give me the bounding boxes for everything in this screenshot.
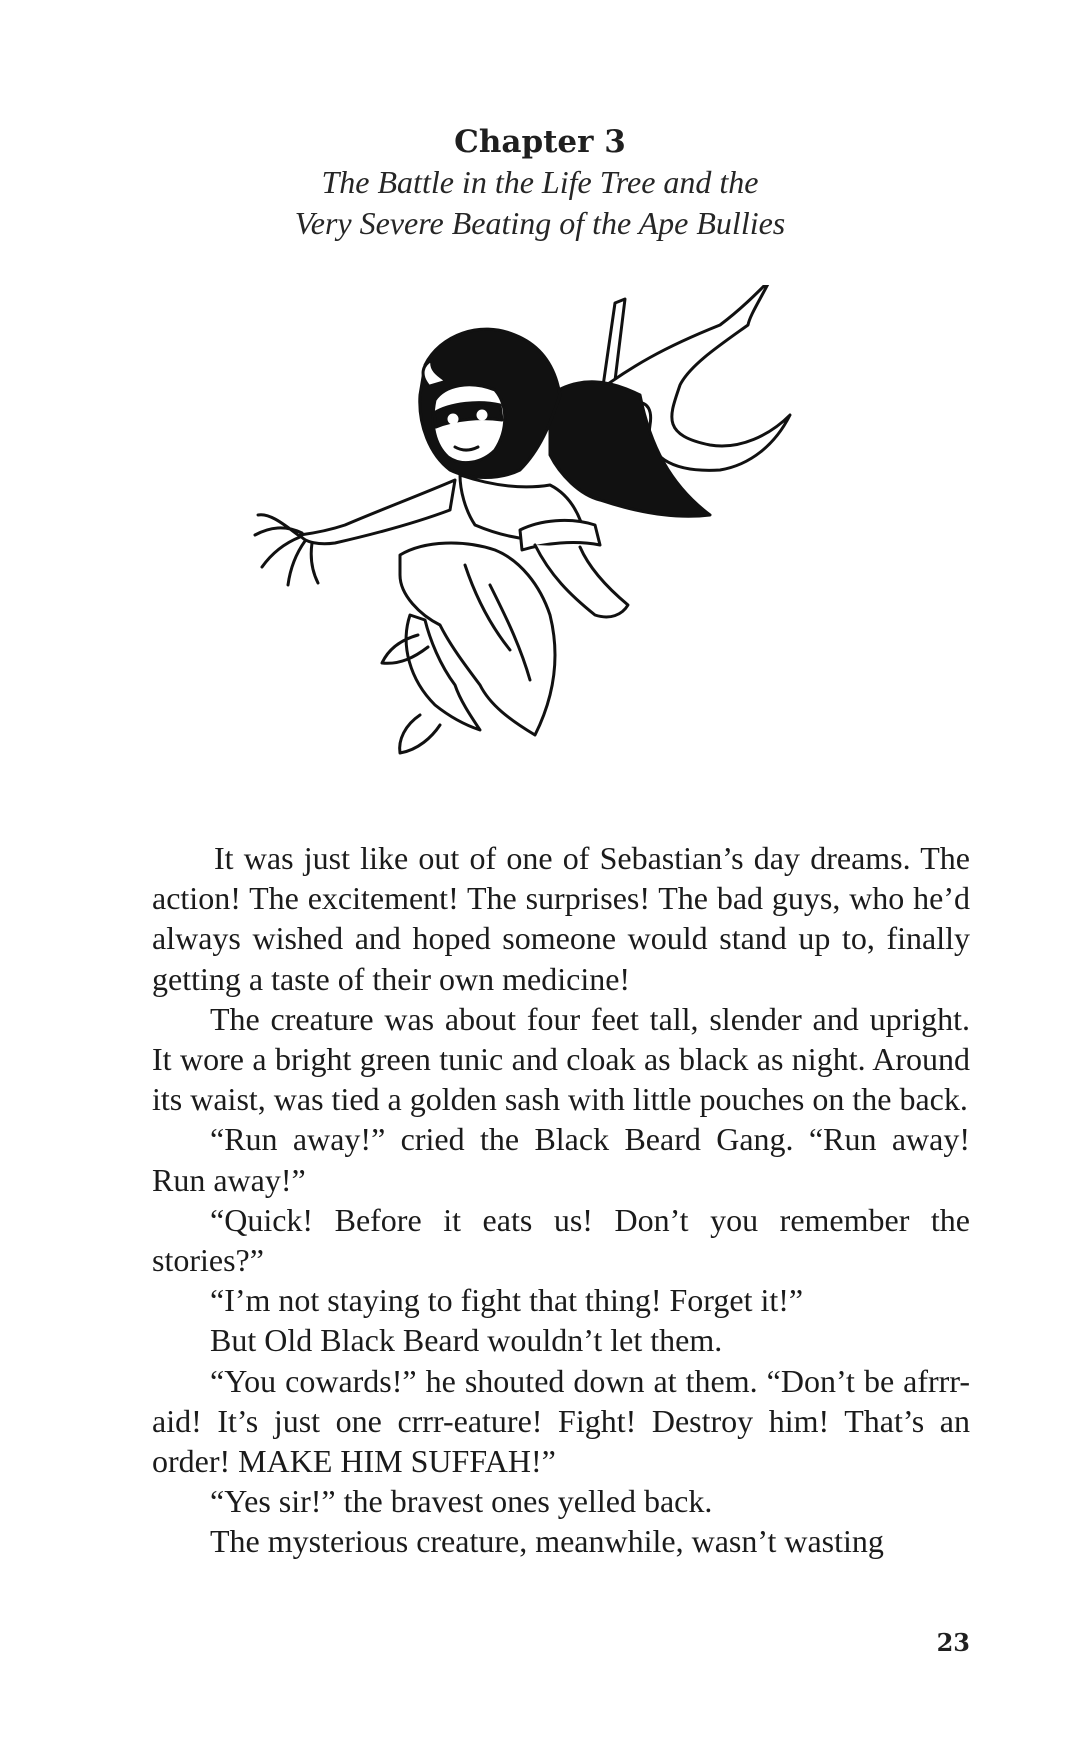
paragraph: “Quick! Before it eats us! Don’t you remember the stories?” [152,1201,970,1279]
paragraph: But Old Black Beard wouldn’t let them. [210,1322,723,1359]
chapter-subtitle-line-1: The Battle in the Life Tree and the [321,164,759,200]
page-number: 23 [936,1628,970,1657]
paragraph: “Yes sir!” the bravest ones yelled back. [210,1483,713,1520]
paragraph: “You cowards!” he shouted down at them. “Don’t be afrrr-aid! It’s just one crrr-eature! Fight! Destroy him! That’s an order! MAKE HIM SUFFAH!” [152,1362,970,1480]
paragraph: The mysterious creature, meanwhile, wasn’t wasting [210,1523,884,1560]
paragraph: “Run away!” cried the Black Beard Gang. “Run away! Run away!” [152,1121,970,1198]
paragraph: The creature was about four feet tall, slender and upright. It wore a bright green tunic and cloak as black as night. Around its waist, was tied a golden sash with little pouches on the back. [152,1000,970,1118]
paragraph: “I’m not staying to fight that thing! Forget it!” [210,1282,804,1319]
chapter-heading [0,122,1080,244]
chapter-subtitle-line-2: Very Severe Beating of the Ape Bullies [294,205,786,241]
paragraph: It was just like out of one of Sebastian’s day dreams. The action! The excitement! The surprises! The bad guys, who he’d always wished and hoped someone would stand up to, finally getting a taste of their own medicine! [152,840,970,997]
masked-figure-illustration [250,285,870,805]
chapter-number: Chapter 3 [454,124,626,160]
body-text [152,838,970,1562]
